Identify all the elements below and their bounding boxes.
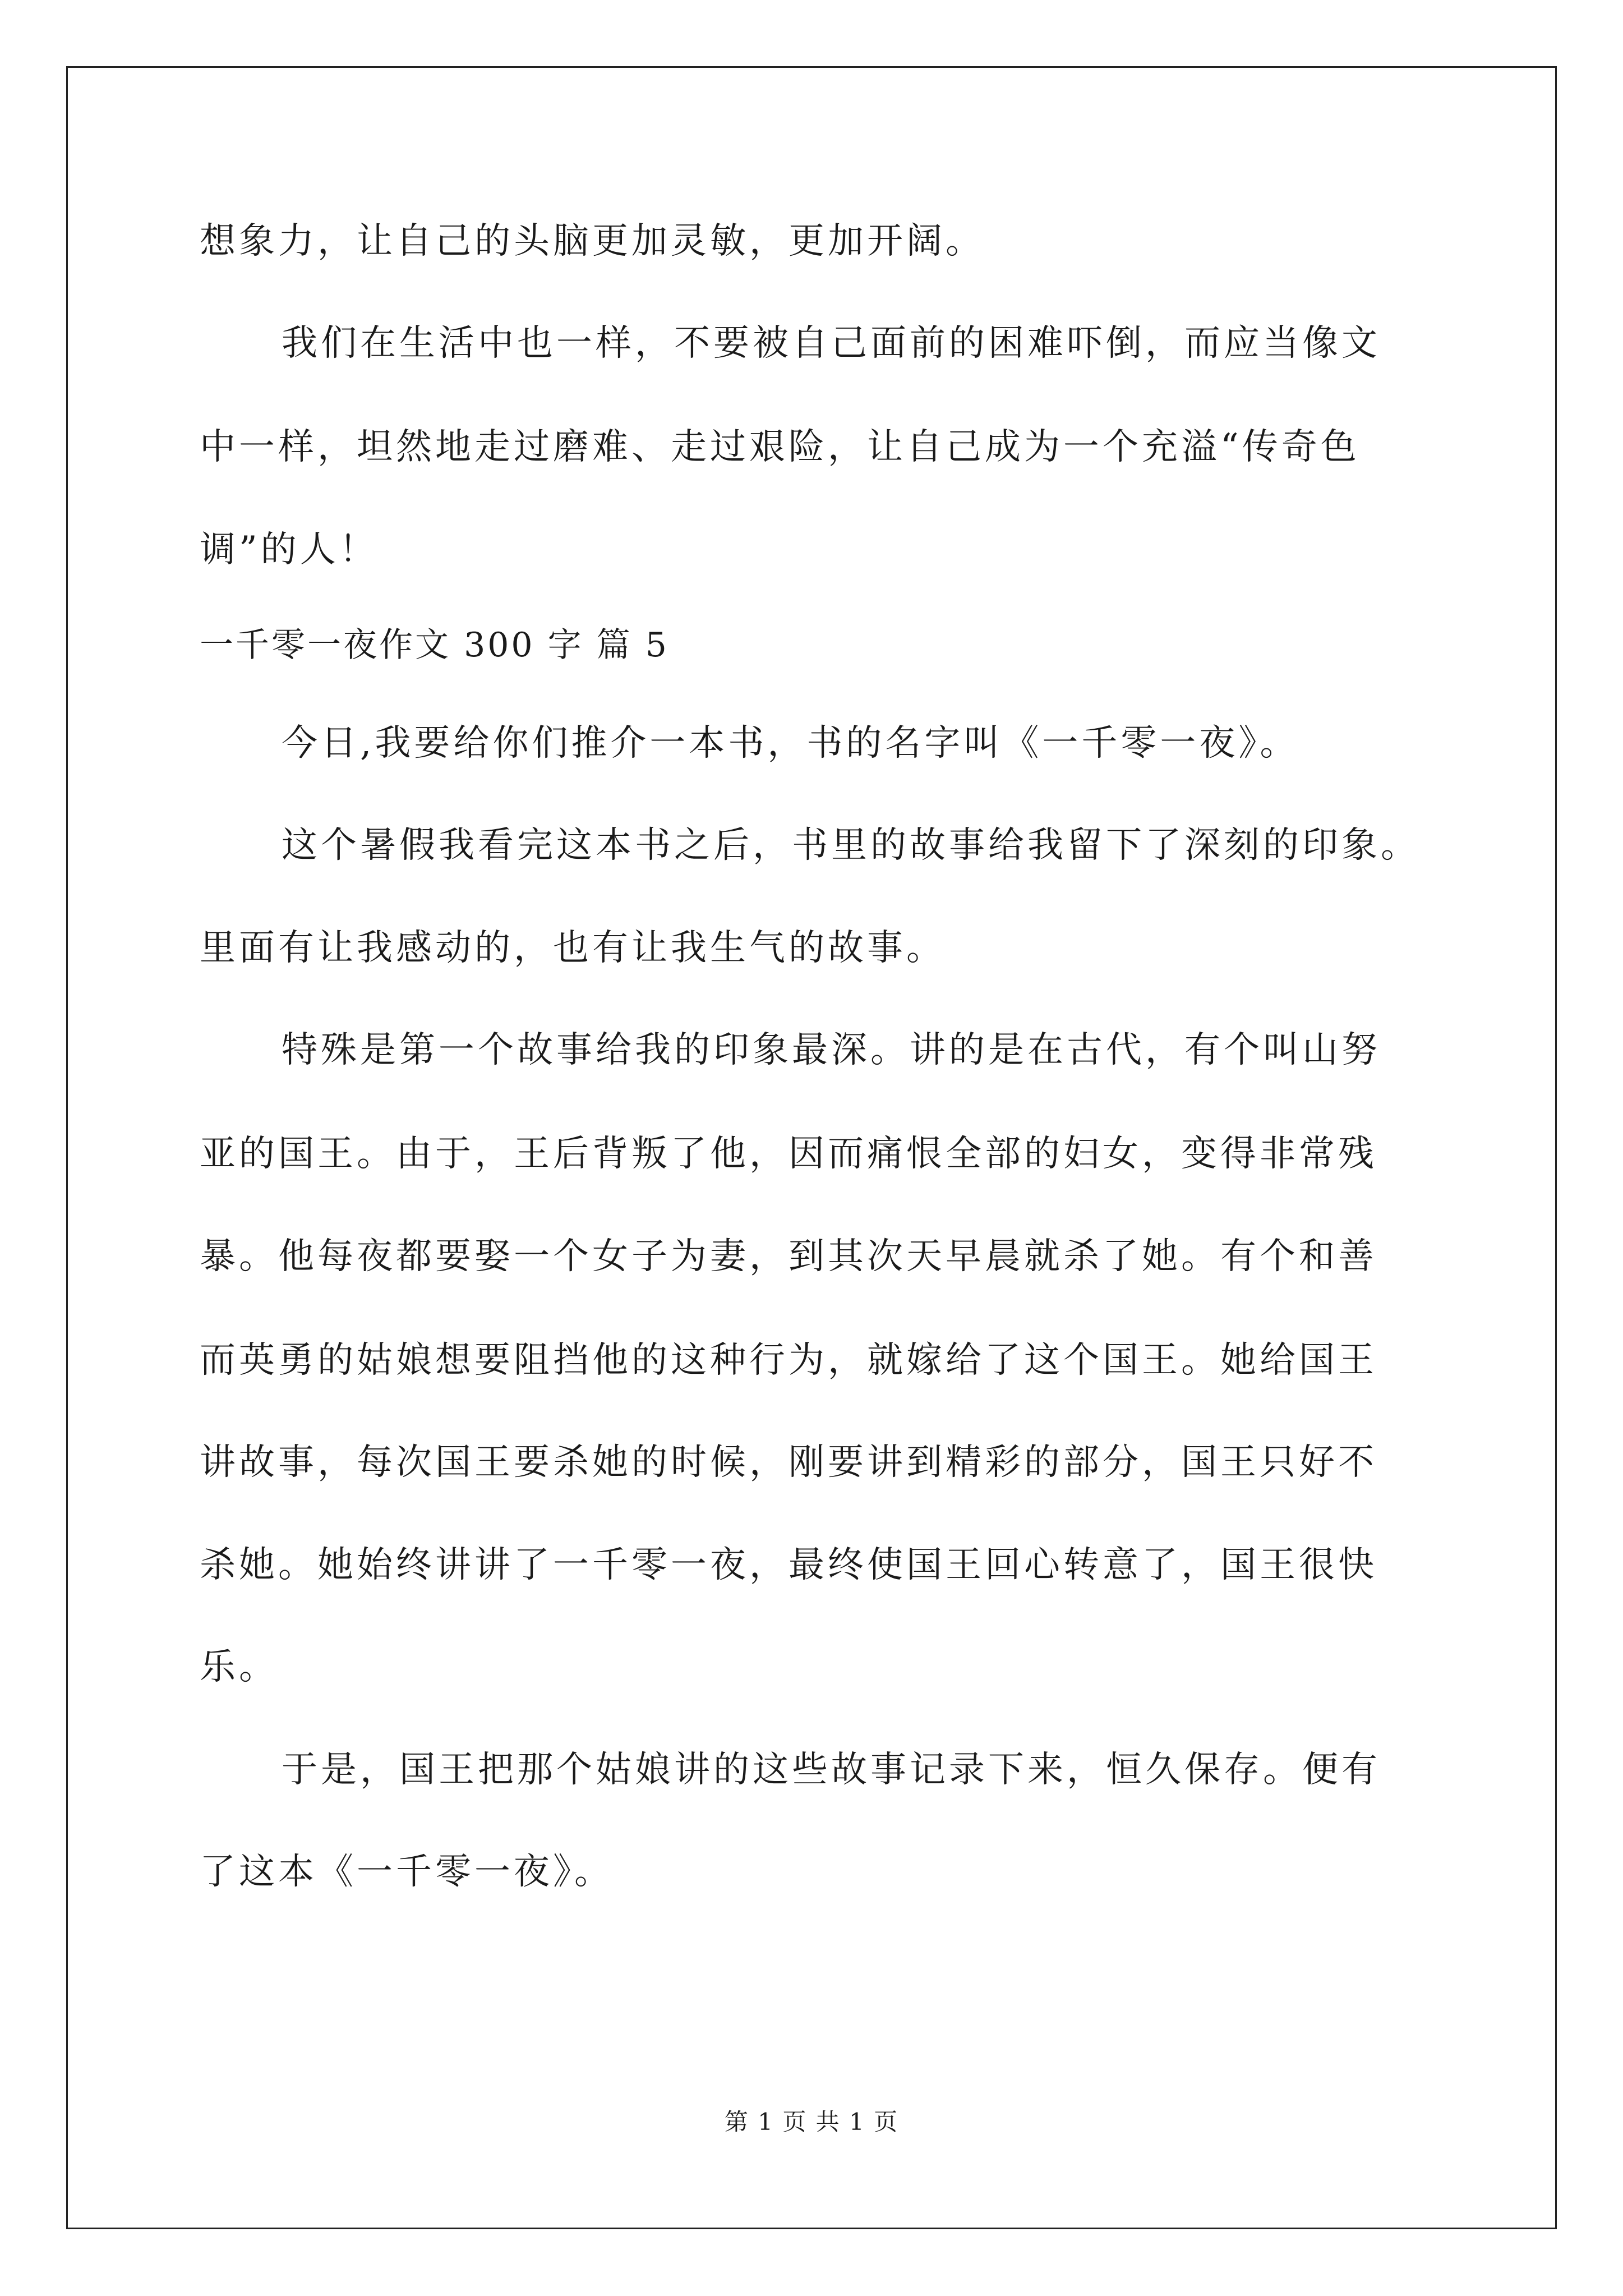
- paragraph-line: 调”的人！: [200, 529, 379, 570]
- paragraph-line: 里面有让我感动的，也有让我生气的故事。: [200, 927, 946, 969]
- paragraph-line: 了这本《一千零一夜》。: [200, 1851, 614, 1893]
- paragraph-line: 暴。他每夜都要娶一个女子为妻，到其次天早晨就杀了她。有个和善: [200, 1236, 1377, 1277]
- paragraph-line: 特殊是第一个故事给我的印象最深。讲的是在古代，有个叫山努: [282, 1029, 1381, 1071]
- paragraph-line: 于是，国王把那个姑娘讲的这些故事记录下来，恒久保存。便有: [282, 1749, 1381, 1791]
- paragraph-line: 这个暑假我看完这本书之后，书里的故事给我留下了深刻的印象。: [282, 825, 1420, 866]
- page-footer: 第 1 页 共 1 页: [724, 2108, 899, 2136]
- paragraph-line: 我们在生活中也一样，不要被自己面前的困难吓倒，而应当像文: [282, 323, 1381, 364]
- paragraph-line: 想象力，让自己的头脑更加灵敏，更加开阔。: [200, 220, 985, 262]
- section-heading: 一千零一夜作文 300 字 篇 5: [200, 625, 669, 665]
- paragraph-line: 而英勇的姑娘想要阻挡他的这种行为，就嫁给了这个国王。她给国王: [200, 1340, 1377, 1381]
- paragraph-line: 今日,我要给你们推介一本书，书的名字叫《一千零一夜》。: [282, 723, 1299, 764]
- paragraph-line: 中一样，坦然地走过磨难、走过艰险，让自己成为一个充溢“传奇色: [200, 426, 1360, 468]
- paragraph-line: 杀她。她始终讲讲了一千零一夜，最终使国王回心转意了，国王很快: [200, 1544, 1377, 1586]
- paragraph-line: 亚的国王。由于，王后背叛了他，因而痛恨全部的妇女，变得非常残: [200, 1133, 1377, 1175]
- paragraph-line: 乐。: [200, 1646, 278, 1688]
- paragraph-line: 讲故事，每次国王要杀她的时候，刚要讲到精彩的部分，国王只好不: [200, 1442, 1377, 1483]
